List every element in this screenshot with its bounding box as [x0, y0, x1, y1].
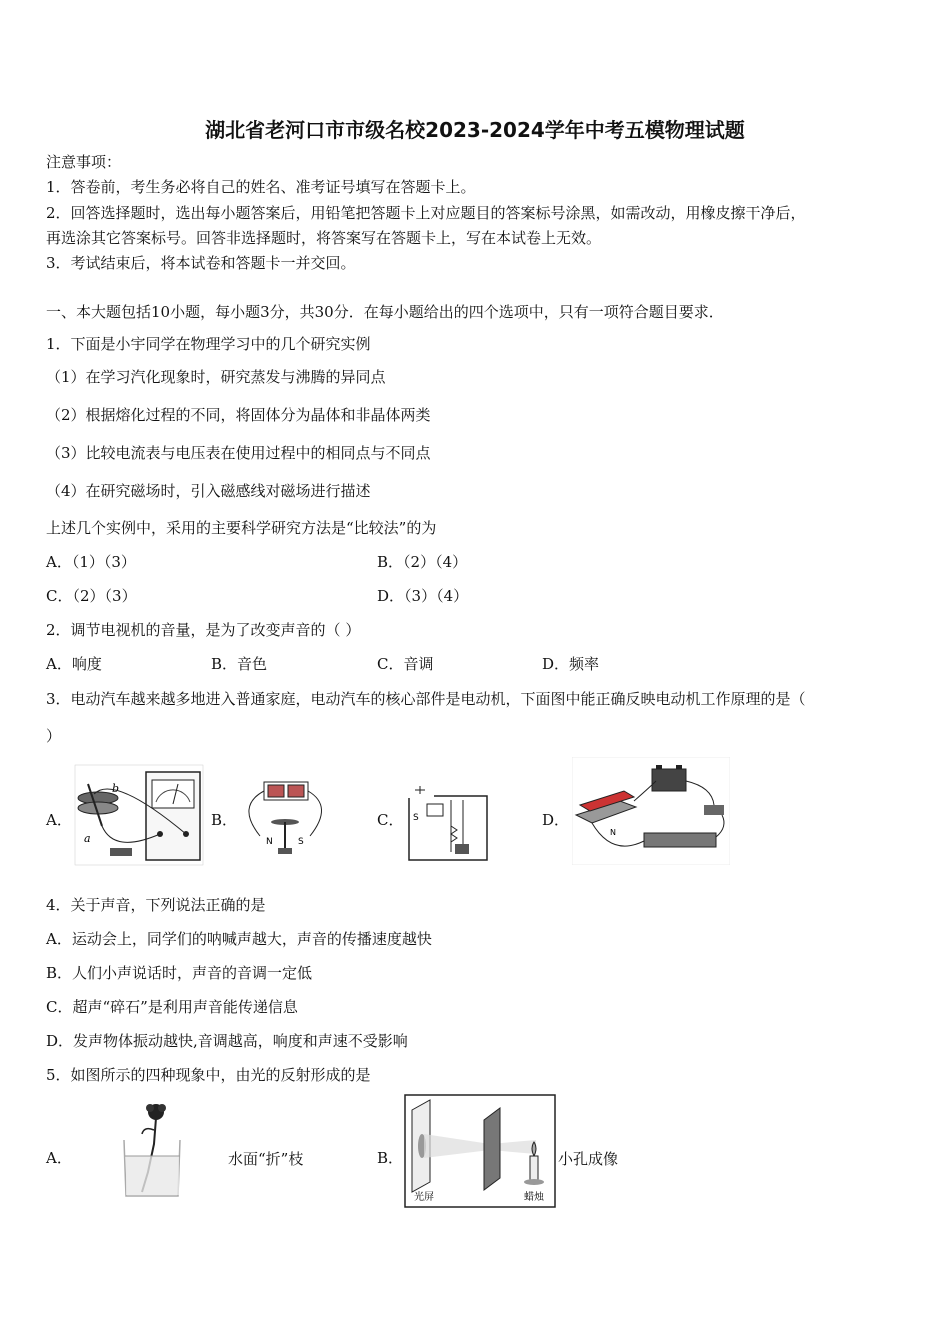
q5-caption-b: 小孔成像	[558, 1150, 619, 1168]
q3-figure-b	[240, 776, 330, 866]
notice-item-2-cont: 再选涂其它答案标号。回答非选择题时，将答案写在答题卡上，写在本试卷上无效。	[46, 229, 602, 247]
q4-option-c: C．超声“碎石”是利用声音能传递信息	[46, 998, 298, 1016]
q5-option-b: B．	[377, 1149, 404, 1167]
q1-item-1: （1）在学习汽化现象时，研究蒸发与沸腾的异同点	[46, 368, 386, 386]
q2-stem: 2．调节电视机的音量，是为了改变声音的（ ）	[46, 621, 361, 639]
fig-a-label-b: b	[112, 782, 120, 795]
q1-stem: 1．下面是小宇同学在物理学习中的几个研究实例	[46, 335, 371, 353]
q1-option-b: B．（2）（4）	[377, 553, 468, 571]
q2-option-d: D．频率	[542, 655, 600, 673]
q5-figure-a	[114, 1100, 184, 1200]
q5-stem: 5．如图所示的四种现象中，由光的反射形成的是	[46, 1066, 371, 1084]
q1-question: 上述几个实例中，采用的主要科学研究方法是“比较法”的为	[46, 519, 437, 537]
q3-option-b: B．	[211, 811, 238, 829]
fig-d-label-n: N	[610, 828, 616, 837]
q4-stem: 4．关于声音，下列说法正确的是	[46, 896, 266, 914]
q3-figure-c	[407, 786, 491, 864]
q3-option-d: D．	[542, 811, 570, 829]
fig-b-label-n: N	[266, 837, 273, 847]
q5-caption-a: 水面“折”枝	[228, 1150, 304, 1168]
page-title: 湖北省老河口市市级名校2023-2024学年中考五模物理试题	[205, 118, 745, 142]
q4-option-d: D．发声物体振动越快,音调越高，响度和声速不受影响	[46, 1032, 408, 1050]
q3-option-c: C．	[377, 811, 404, 829]
q1-item-4: （4）在研究磁场时，引入磁感线对磁场进行描述	[46, 482, 371, 500]
q3-stem: 3．电动汽车越来越多地进入普通家庭，电动汽车的核心部件是电动机，下面图中能正确反映电动机工作原理的是（	[46, 690, 806, 708]
q3-option-a: A．	[46, 811, 72, 829]
q2-option-a: A．响度	[46, 655, 102, 673]
section-heading: 一、本大题包括10小题，每小题3分，共30分．在每小题给出的四个选项中，只有一项符合题目要求．	[46, 303, 724, 321]
fig-a-label-a: a	[84, 832, 91, 845]
q1-option-a: A．（1）（3）	[46, 553, 136, 571]
q2-option-b: B．音色	[211, 655, 268, 673]
q3-figure-a	[74, 764, 204, 866]
q5-option-a: A．	[46, 1149, 72, 1167]
notice-heading: 注意事项：	[46, 153, 122, 171]
notice-item-1: 1．答卷前，考生务必将自己的姓名、准考证号填写在答题卡上。	[46, 178, 476, 196]
q5-figure-b	[404, 1094, 556, 1208]
fig-5b-candle-label: 蜡烛	[524, 1192, 544, 1203]
q1-item-2: （2）根据熔化过程的不同，将固体分为晶体和非晶体两类	[46, 406, 431, 424]
fig-b-label-s: S	[298, 837, 304, 847]
q3-figure-d	[572, 757, 730, 865]
q4-option-b: B．人们小声说话时，声音的音调一定低	[46, 964, 313, 982]
fig-c-label-s: S	[413, 813, 419, 823]
q2-option-c: C．音调	[377, 655, 434, 673]
notice-item-3: 3．考试结束后，将本试卷和答题卡一并交回。	[46, 254, 356, 272]
q1-item-3: （3）比较电流表与电压表在使用过程中的相同点与不同点	[46, 444, 431, 462]
q1-option-c: C．（2）（3）	[46, 587, 137, 605]
q1-option-d: D．（3）（4）	[377, 587, 469, 605]
q4-option-a: A．运动会上，同学们的呐喊声越大，声音的传播速度越快	[46, 930, 432, 948]
notice-item-2: 2．回答选择题时，选出每小题答案后，用铅笔把答题卡上对应题目的答案标号涂黑，如需改动，用橡皮擦干净后，	[46, 204, 806, 222]
fig-5b-screen-label: 光屏	[414, 1192, 434, 1203]
q3-stem-cont: ）	[46, 727, 62, 745]
